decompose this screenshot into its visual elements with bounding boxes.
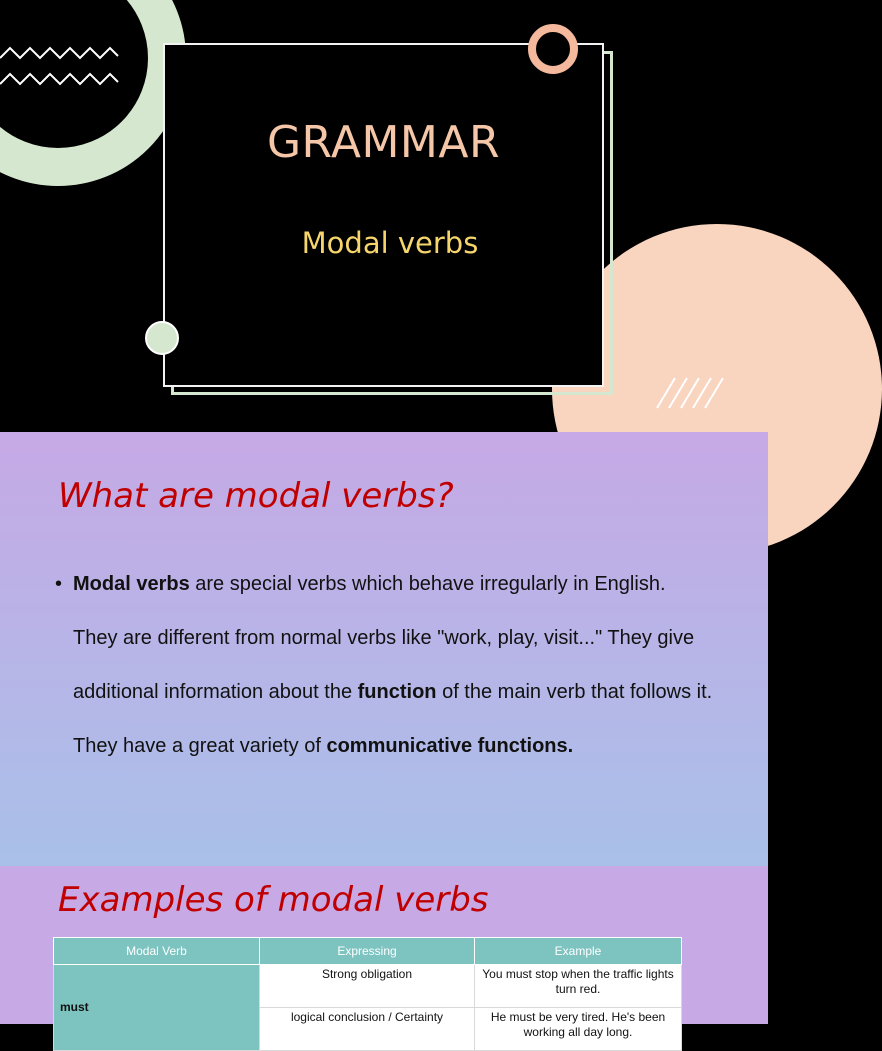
peach-ring-decoration [528,24,578,74]
title-frame [163,43,604,387]
zigzag-icon [0,42,120,92]
modal-verbs-table [53,937,682,1051]
column-header: Expressing [260,938,475,965]
hatch-lines-icon [655,376,725,410]
definition-heading: What are modal verbs? [58,476,454,516]
column-header: Modal Verb [54,938,260,965]
expressing-cell: logical conclusion / Certainty [260,1008,475,1051]
slide-title: GRAMMAR [266,117,501,168]
bullet-icon: • [55,573,63,595]
green-ring-decoration [0,0,186,186]
bold-term: Modal verbs [73,573,190,595]
bold-term: communicative functions. [326,735,574,757]
title-slide [0,0,768,432]
table-header-row [54,938,682,965]
slide-subtitle: Modal verbs [301,226,479,260]
text-run: of the main verb that follows it. They have a great variety of [73,681,713,757]
example-cell: You must stop when the traffic lights turn red. [475,965,682,1008]
examples-heading: Examples of modal verbs [58,880,489,920]
examples-slide [0,866,768,1039]
example-cell: He must be very tired. He's been working all day long. [475,1008,682,1051]
definition-paragraph [55,557,713,773]
table-row [54,965,682,1008]
modal-verb-cell: must [54,965,260,1051]
definition-slide [0,432,768,866]
bold-term: function [357,681,437,703]
expressing-cell: Strong obligation [260,965,475,1008]
green-dot-decoration [145,321,179,355]
column-header: Example [475,938,682,965]
text-run: are special verbs which behave irregularly in English. They are different from normal verbs like "work, play, visit..." They give additional information about the [73,573,695,703]
